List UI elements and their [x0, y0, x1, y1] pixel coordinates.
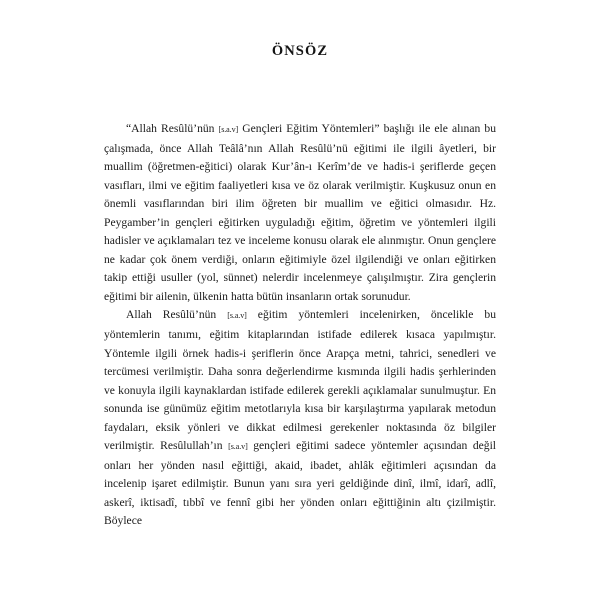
page-title: ÖNSÖZ: [271, 42, 329, 59]
paragraph-1: “Allah Resûlü’nün [s.a.v] Gençleri Eğitim Yöntemleri” başlığı ile ele alınan bu çalışmada, önce Allah Teâlâ’nın Allah Resûlü’nü eğitimi ile ilgili âyetleri, bir muallim (öğretmen-eğitici) olarak Kur’ân-ı Kerîm’de ve hadis-i şeriflerde geçen vasıfları, ilmi ve eğitim faaliyetleri kısa ve öz olarak verilmiştir. Kuşkusuz onun en önemli vasıflarından biri ilim öğreten bir muallim ve eğitici olmasıdır. Hz. Peygamber’in gençleri eğitirken uyguladığı eğitim, öğretim ve yöntemleri ilgili hadisler ve açıklamaları tez ve inceleme konusu olarak ele alınmıştır. Onun gençlere ne kadar çok önem verdiği, onların eğitimiyle özel ilgilendiği ve onları eğitirken takip ettiği usuller (yol, sünnet) nelerdir incelenmeye çalışılmıştır. Zira gençlerin eğitimi bir ailenin, ülkenin hatta bütün insanların ortak sorunudur.: [104, 122, 497, 303]
honorific-abbreviation: [s.a.v]: [227, 311, 247, 321]
honorific-abbreviation: [s.a.v]: [228, 442, 248, 452]
body-text-block: [104, 120, 496, 531]
honorific-abbreviation: [s.a.v]: [218, 125, 239, 134]
paragraph-2: Allah Resûlü’nün [s.a.v] eğitim yöntemleri incelenirken, öncelikle bu yöntemlerin tanımı, eğitim kitaplarından istifade edilerek kısaca yapılmıştır. Yöntemle ilgili örnek hadis-i şeriflerin önce Arapça metni, tahrici, senedleri ve tercümesi verilmiştir. Daha sonra değerlendirme kısmında ilgili hadis şerhlerinden ve konuyla ilgili kaynaklardan istifade edilerek gerekli açıklamalar sunulmuştur. En sonunda ise günümüz eğitim metotlarıyla kısa bir karşılaştırma yapılarak metodun faydaları, eksik yönleri ve dikkat edilmesi gerekenler noktasında öz bilgiler verilmiştir. Resûlullah’ın [s.a.v] gençleri eğitimi sadece yöntemler açısından değil onları her yönden nasıl eğittiği, akaid, ibadet, ahlâk eğitimleri açısından da incelenip işaret edilmiştir. Bunun yanı sıra yeri geldiğinde dinî, ilmî, idarî, adlî, askerî, iktisadî, tıbbî ve fennî gibi her yönden onları eğittiğinin altı çizilmiştir. Böylece: [104, 308, 497, 528]
